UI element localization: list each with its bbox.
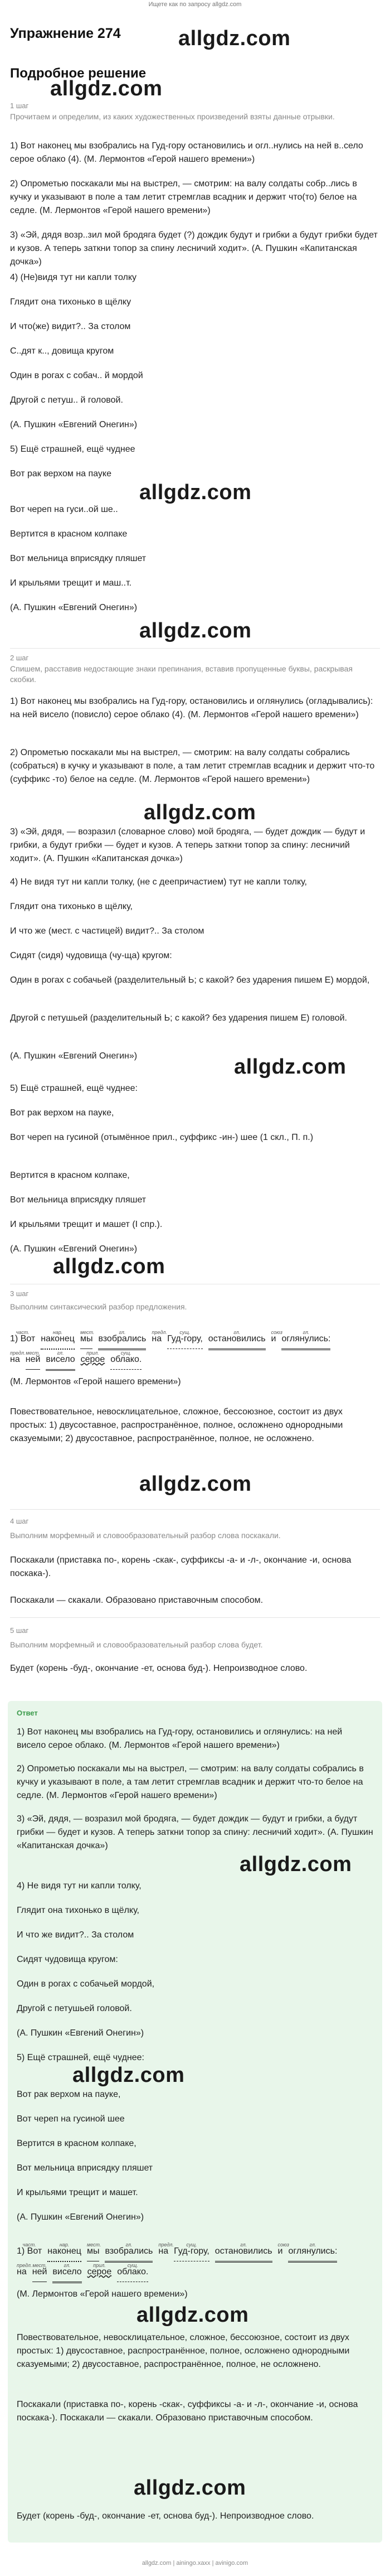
watermark: allgdz.com xyxy=(50,77,163,100)
step-task: Выполним морфемный и словообразовательный разбор слова поскакали. xyxy=(10,1531,281,1540)
parsed-word xyxy=(52,2263,81,2283)
text-line: И что(же) видит?.. За столом xyxy=(10,322,131,331)
parsed-word xyxy=(26,1350,41,1370)
section-title: Подробное решение xyxy=(10,66,147,81)
parsed-word xyxy=(288,2242,337,2263)
step-label: 5 шаг xyxy=(10,1626,29,1635)
pos-tag: мест. xyxy=(80,1330,95,1335)
answer-line: Будет (корень -буд-, окончание -ет, основа буд-). Непроизводное слово. xyxy=(17,2511,314,2521)
text-line: Вертится в красном колпаке xyxy=(10,529,128,539)
step-label: 1 шаг xyxy=(10,102,29,110)
text-line: И что же (мест. с частицей) видит?.. За столом xyxy=(10,926,204,936)
text-line: Вот рак верхом на пауке, xyxy=(10,1108,114,1118)
page-title: Упражнение 274 xyxy=(10,26,121,41)
pos-tag: прил. xyxy=(86,1350,99,1356)
answer-line: И крыльями трещит и машет. xyxy=(17,2188,138,2197)
text-line: С..дят к.., довища кругом xyxy=(10,346,114,356)
pos-tag: сущ. xyxy=(120,1350,131,1356)
word-text: и xyxy=(277,2246,283,2256)
word-text: Гуд-гору, xyxy=(167,1334,203,1343)
text-line: Поскакали — скакали. Образовано приставочным способом. xyxy=(10,1596,264,1605)
pos-tag: гл. xyxy=(240,2242,247,2248)
text-line: 3) «Эй, дядя, — возразил (словарное слово) мой бродяга, — будет дождик — будут и грибки, а будут грибки — будет и кузов. А теперь заткни топор за спину: лесничий ходит». (А. Пушкин «Капитанская дочка») xyxy=(10,827,365,863)
pos-tag: нар. xyxy=(52,1330,63,1335)
watermark: allgdz.com xyxy=(139,1472,252,1496)
word-text: на xyxy=(152,1334,162,1343)
parsed-word xyxy=(87,2263,112,2282)
word-text: мы xyxy=(80,1334,93,1343)
text-line: Поскакали (приставка по-, корень -скак-, суффиксы -а- и -л-, окончание -и, основа поскака-). xyxy=(10,1555,352,1578)
watermark: allgdz.com xyxy=(72,2063,185,2087)
parsed-word xyxy=(158,2242,174,2261)
footer[interactable]: allgdz.com | ainingo.xaxx | avinigo.com xyxy=(142,2560,248,2567)
pos-tag: гл. xyxy=(303,1330,310,1335)
answer-line: 3) «Эй, дядя, — возразил мой бродяга, — будет дождик — будут и грибки, а будут грибки — будет и кузов. А теперь заткни топор за спину: лесничий ходит». (А. Пушкин «Капитанская дочка») xyxy=(17,1814,373,1850)
parsed-word xyxy=(10,1350,26,1369)
watermark: allgdz.com xyxy=(134,2476,246,2500)
text-line: Один в рогах с собачьей (разделительный Ь; с какой? без ударения пишем Е) мордой, xyxy=(10,975,370,985)
word-text: облако. xyxy=(110,1355,142,1364)
word-text: Гуд-гору, xyxy=(174,2246,209,2256)
word-text: наконец xyxy=(41,1334,75,1343)
text-line: Повествовательное, невосклицательное, сложное, бессоюзное, состоит из двух простых: 1) двусоставное, распространённое, полное, осложнено однородными сказуемыми; 2) двусоставное, распространённое, полное, не осложнено. xyxy=(10,1407,343,1443)
parsed-word xyxy=(215,2242,272,2263)
word-text: остановились xyxy=(208,1334,266,1343)
text-line: Вот череп на гуси..ой ше.. xyxy=(10,505,118,514)
pos-tag: мест. xyxy=(86,2242,101,2248)
watermark: allgdz.com xyxy=(234,1055,347,1079)
text-line: 4) Не видя тут ни капли толку, (не с деепричастием) тут не капли толку, xyxy=(10,877,307,887)
text-line: И крыльями трещит и машет (I спр.). xyxy=(10,1220,163,1229)
step-task: Спишем, расставив недостающие знаки препинания, вставив пропущенные буквы, раскрывая скобки. xyxy=(10,664,353,684)
text-line: (М. Лермонтов «Герой нашего времени») xyxy=(10,1377,181,1386)
pos-tag: гл. xyxy=(57,1350,64,1356)
answer-line: 1) Вот наконец мы взобрались на Гуд-гору, остановились и оглянулись: на ней висело серое облако. (М. Лермонтов «Герой нашего времени») xyxy=(17,1727,343,1750)
parsed-word xyxy=(32,2263,47,2282)
pos-tag: нар. xyxy=(59,2242,70,2248)
word-text: на xyxy=(10,1355,20,1364)
text-line: Вот череп на гусиной (отымённое прил., суффикс -ин-) шее (1 скл., П. п.) xyxy=(10,1133,314,1142)
pos-tag: гл. xyxy=(64,2263,71,2268)
parsed-word xyxy=(167,1330,203,1349)
pos-tag: част. xyxy=(16,1330,30,1335)
text-line: Сидят (сидя) чудовища (чу-ща) кругом: xyxy=(10,951,172,960)
watermark: allgdz.com xyxy=(144,801,256,824)
parsed-word xyxy=(152,1330,167,1349)
text-line: 1) Вот наконец мы взобрались на Гуд-гору, остановились и оглянулись (огладывались): на ней висело (повисло) серое облако (4). (М. Лермонтов «Герой нашего времени») xyxy=(10,697,373,719)
syntax-parse xyxy=(17,2242,373,2283)
answer-line: Повествовательное, невосклицательное, сложное, бессоюзное, состоит из двух простых: 1) двусоставное, распространённое, полное, осложнено однородными сказуемыми; 2) двусоставное, распространённое, полное, не осложнено. xyxy=(17,2333,350,2369)
word-text: взобрались xyxy=(105,2246,153,2256)
parsed-word xyxy=(271,1330,282,1349)
answer-line: 2) Опрометью поскакали мы на выстрел, — смотрим: на валу солдаты собрались в кучку и указывают в поле, а там летит стремглав всадник и держит что-то белое на седле. (М. Лермонтов «Герой нашего времени») xyxy=(17,1764,364,1800)
text-line: (А. Пушкин «Евгений Онегин») xyxy=(10,1051,138,1061)
pos-tag: союз xyxy=(271,1330,282,1335)
text-line: Будет (корень -буд-, окончание -ет, основа буд-). Непроизводное слово. xyxy=(10,1664,308,1673)
pos-tag: сущ. xyxy=(127,2263,138,2268)
text-line: Вот мельница вприсядку пляшет xyxy=(10,554,147,563)
answer-line: (М. Лермонтов «Герой нашего времени») xyxy=(17,2289,188,2299)
top-note[interactable]: Ищете как по запросу allgdz.com xyxy=(148,1,242,8)
watermark: allgdz.com xyxy=(53,1255,165,1278)
parsed-word xyxy=(46,1350,75,1371)
pos-tag: гл. xyxy=(309,2242,316,2248)
pos-tag: предл. xyxy=(158,2242,174,2248)
pos-tag: предл. xyxy=(10,1350,26,1356)
text-line: Другой с петуш.. й головой. xyxy=(10,395,123,405)
word-text: облако. xyxy=(117,2267,149,2277)
word-text: оглянулись: xyxy=(288,2246,338,2256)
step-label: 2 шаг xyxy=(10,654,29,662)
parsed-word xyxy=(277,2242,289,2261)
pos-tag: мест. xyxy=(32,2263,47,2268)
answer-label: Ответ xyxy=(17,1709,38,1717)
answer-line: Вертится в красном колпаке, xyxy=(17,2139,136,2148)
step-task: Выполним синтаксический разбор предложения. xyxy=(10,1302,187,1311)
text-line: Вертится в красном колпаке, xyxy=(10,1171,130,1180)
answer-line: Один в рогах с собачьей мордой, xyxy=(17,1979,155,1989)
pos-tag: предл. xyxy=(152,1330,167,1335)
pos-tag: предл. xyxy=(17,2263,32,2268)
text-line: 2) Опрометью поскакали мы на выстрел, — смотрим: на валу солдаты собр..лись в кучку и указывают в поле а там летит стремглав всадник и держит что(то) белое на седле. (М. Лермонтов «Герой нашего времени») xyxy=(10,179,357,215)
parsed-word xyxy=(17,2263,32,2282)
parsed-word xyxy=(281,1330,330,1350)
word-text: на xyxy=(158,2246,169,2256)
text-line: Другой с петушьей (разделительный Ь; с какой? без ударения пишем Е) головой. xyxy=(10,1013,347,1023)
text-line: 3) «Эй, дядя возр..зил мой бродяга будет (?) дождик будут и грибки а будут грибки будет и кузов. А теперь заткни топор за спину лесничий ходит». (А. Пушкин «Капитанская дочка») xyxy=(10,230,378,267)
divider xyxy=(10,1617,380,1618)
text-line: (А. Пушкин «Евгений Онегин») xyxy=(10,603,138,612)
word-text: висело xyxy=(52,2267,82,2277)
parsed-word xyxy=(174,2242,209,2261)
word-text: на xyxy=(17,2267,27,2277)
word-text: 1) Вот xyxy=(17,2246,42,2256)
word-text: висело xyxy=(46,1355,75,1364)
answer-line: 4) Не видя тут ни капли толку, xyxy=(17,1881,142,1891)
word-text: взобрались xyxy=(98,1334,147,1343)
text-line: Вот мельница вприсядку пляшет xyxy=(10,1195,147,1205)
pos-tag: сущ. xyxy=(186,2242,197,2248)
pos-tag: прил. xyxy=(93,2263,106,2268)
word-text: ней xyxy=(32,2267,47,2277)
divider xyxy=(10,1509,380,1510)
text-line: И крыльями трещит и маш..т. xyxy=(10,578,132,588)
parsed-word xyxy=(117,2263,148,2282)
answer-line: (А. Пушкин «Евгений Онегин») xyxy=(17,2028,144,2038)
step-label: 3 шаг xyxy=(10,1289,29,1298)
pos-tag: част. xyxy=(22,2242,36,2248)
text-line: (А. Пушкин «Евгений Онегин») xyxy=(10,420,138,429)
step-label: 4 шаг xyxy=(10,1517,29,1525)
word-text: остановились xyxy=(214,2246,272,2256)
pos-tag: гл. xyxy=(125,2242,133,2248)
answer-line: Сидят чудовища кругом: xyxy=(17,1955,118,1964)
text-line: 5) Ещё страшней, ещё чуднее xyxy=(10,444,135,454)
watermark: allgdz.com xyxy=(139,619,252,642)
word-text: серое xyxy=(87,2267,112,2277)
text-line: (А. Пушкин «Евгений Онегин») xyxy=(10,1244,138,1254)
parsed-word xyxy=(81,1350,105,1369)
text-line: Глядит она тихонько в щёлку, xyxy=(10,902,133,911)
answer-line: Вот мельница вприсядку пляшет xyxy=(17,2163,153,2173)
watermark: allgdz.com xyxy=(240,1853,352,1876)
word-text: и xyxy=(271,1334,276,1343)
word-text: серое xyxy=(80,1355,105,1364)
answer-line: 5) Ещё страшней, ещё чуднее: xyxy=(17,2053,144,2062)
text-line: Вот рак верхом на пауке xyxy=(10,469,111,479)
text-line: 4) (Не)видя тут ни капли толку xyxy=(10,273,137,282)
pos-tag: мест. xyxy=(26,1350,40,1356)
pos-tag: союз xyxy=(277,2242,289,2248)
text-line: 1) Вот наконец мы взобрались на Гуд-гору остановились и огл..нулись на ней в..село серое облако (4). (М. Лермонтов «Герой нашего времени») xyxy=(10,141,363,164)
word-text: 1) Вот xyxy=(10,1334,36,1343)
step-task: Выполним морфемный и словообразовательный разбор слова будет. xyxy=(10,1640,263,1649)
watermark: allgdz.com xyxy=(178,27,291,50)
text-line: 5) Ещё страшней, ещё чуднее: xyxy=(10,1084,138,1093)
pos-tag: сущ. xyxy=(179,1330,191,1335)
pos-tag: гл. xyxy=(119,1330,126,1335)
text-line: Один в рогах с собач.. й мордой xyxy=(10,371,143,380)
answer-line: Другой с петушьей головой. xyxy=(17,2004,132,2013)
watermark: allgdz.com xyxy=(139,481,252,504)
syntax-parse xyxy=(10,1330,380,1371)
divider xyxy=(10,648,380,649)
answer-line: (А. Пушкин «Евгений Онегин») xyxy=(17,2212,144,2222)
parsed-word xyxy=(208,1330,266,1350)
answer-line: Вот рак верхом на пауке, xyxy=(17,2090,121,2099)
word-text: мы xyxy=(86,2246,100,2256)
text-line: 2) Опрометью поскакали мы на выстрел, — смотрим: на валу солдаты собрались (собраться) в кучку и указывают в поле, а там летит стремглав всадник и держит что-то (суффикс -то) белое на седле. (М. Лермонтов «Герой нашего времени») xyxy=(10,748,375,784)
step-task: Прочитаем и определим, из каких художественных произведений взяты данные отрывки. xyxy=(10,112,335,121)
word-text: оглянулись: xyxy=(281,1334,331,1343)
word-text: ней xyxy=(25,1355,41,1364)
answer-line: И что же видит?.. За столом xyxy=(17,1930,134,1940)
parsed-word xyxy=(110,1350,142,1370)
watermark: allgdz.com xyxy=(136,2303,249,2327)
text-line: Глядит она тихонько в щёлку xyxy=(10,297,131,307)
answer-line: Глядит она тихонько в щёлку, xyxy=(17,1906,139,1915)
word-text: наконец xyxy=(47,2246,81,2256)
answer-line: Поскакали (приставка по-, корень -скак-, суффиксы -а- и -л-, окончание -и, основа поскака-). Поскакали — скакали. Образовано приставочным способом. xyxy=(17,2400,358,2423)
answer-line: Вот череп на гусиной шее xyxy=(17,2114,125,2124)
pos-tag: гл. xyxy=(233,1330,241,1335)
